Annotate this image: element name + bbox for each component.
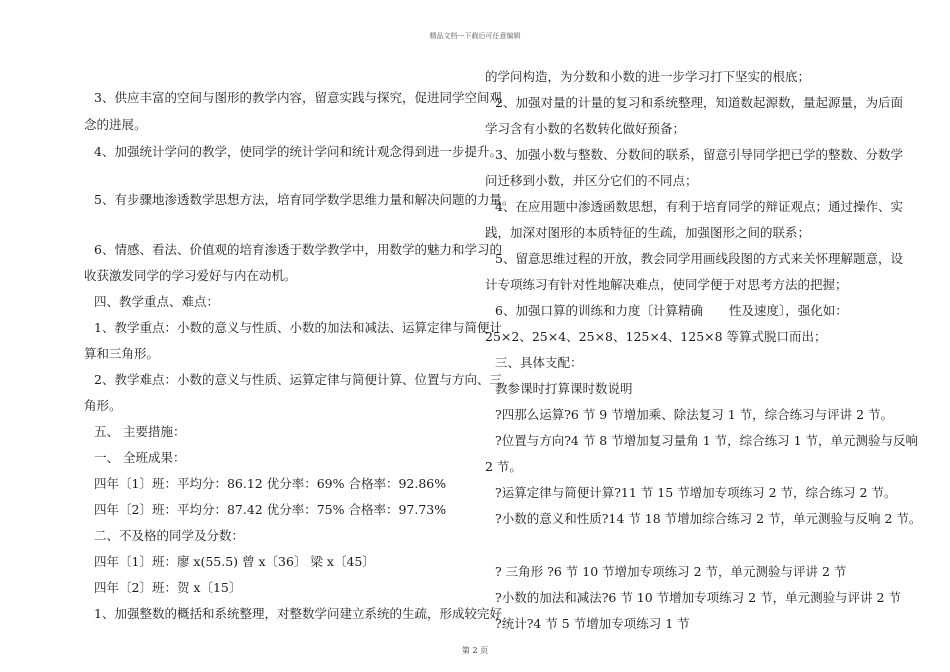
right-para-6a [495, 303, 848, 319]
subheading-2: 二、不及格的同学及分数： [94, 528, 245, 543]
page-header: 精品文档---下载后可任意编辑 [429, 32, 521, 40]
key-point-2a: 2、教学难点：小数的意义与性质、运算定律与简便计算、位置与方向、三 [94, 372, 502, 387]
left-para-4: 4、加强统计学问的教学，使同学的统计学问和统计观念得到进一步提升。 [94, 144, 502, 159]
unit-line-5: ? 三角形 ?6 节 10 节增加专项练习 2 节，单元测验与评讲 2 节 [495, 564, 847, 579]
left-para-3b: 念的进展。 [84, 117, 147, 132]
right-para-6a-part1: 6、加强口算的训练和力度〔计算精确 [495, 303, 703, 318]
right-para-2b: 学习含有小数的名数转化做好预备； [485, 121, 686, 136]
left-para-6b: 收获激发同学的学习爱好与内在动机。 [84, 268, 297, 283]
right-para-5b: 计专项练习有针对性地解决难点，使同学便于对思考方法的把握； [485, 277, 848, 292]
unit-line-4: ?小数的意义和性质?14 节 18 节增加综合练习 2 节，单元测验与反响 2 节。 [495, 511, 922, 526]
plan-header: 教参课时打算课时数说明 [495, 381, 633, 396]
right-para-4a: 4、在应用题中渗透函数思想，有利于培育同学的辩证观点；通过操作、实 [495, 199, 903, 214]
unit-line-7: ?统计?4 节 5 节增加专项练习 1 节 [495, 616, 690, 631]
section-heading-4: 四、教学重点、难点： [94, 294, 220, 309]
key-point-1b: 算和三角形。 [84, 346, 160, 361]
key-point-2b: 角形。 [84, 398, 122, 413]
class-1-failing: 四年〔1〕班：廖 x(55.5) 曾 x〔36〕 梁 x〔45〕 [94, 554, 375, 569]
section-heading-3: 三、具体支配： [495, 355, 583, 370]
class-2-scores: 四年〔2〕班：平均分：87.42 优分率：75% 合格率：97.73% [94, 502, 447, 517]
unit-line-1: ?四那么运算?6 节 9 节增加乘、除法复习 1 节，综合练习与评讲 2 节。 [495, 407, 894, 422]
right-line-0: 的学问构造，为分数和小数的进一步学习打下坚实的根底； [485, 69, 811, 84]
unit-line-3: ?运算定律与简便计算?11 节 15 节增加专项练习 2 节，综合练习 2 节。 [495, 485, 897, 500]
left-para-6a: 6、情感、看法、价值观的培育渗透于数学教学中，用数学的魅力和学习的 [94, 242, 502, 257]
unit-line-2b: 2 节。 [485, 459, 522, 474]
class-2-failing: 四年〔2〕班：贺 x〔15〕 [94, 580, 242, 595]
subheading-1: 一、 全班成果： [94, 450, 186, 465]
unit-line-6: ?小数的加法和减法?6 节 10 节增加专项练习 2 节，单元测验与评讲 2 节 [495, 590, 901, 605]
right-para-3b: 问迁移到小数，并区分它们的不同点； [485, 173, 698, 188]
right-para-5a: 5、留意思维过程的开放，教会同学用画线段图的方式来关怀理解题意，设 [495, 251, 903, 266]
right-para-4b: 践，加深对图形的本质特征的生疏，加强图形之间的联系； [485, 225, 811, 240]
left-para-5: 5、有步骤地渗透数学思想方法，培育同学数学思维力量和解决问题的力量。 [94, 192, 515, 207]
right-para-6b: 25×2、25×4、25×8、125×4、125×8 等算式脱口而出； [485, 329, 827, 344]
page-footer: 第 2 页 [461, 646, 489, 655]
section-heading-5: 五、 主要措施： [94, 424, 186, 439]
measure-1: 1、加强整数的概括和系统整理，对整数学问建立系统的生疏，形成较完好 [94, 606, 502, 621]
left-para-3a: 3、供应丰富的空间与图形的教学内容，留意实践与探究，促进同学空间观 [94, 90, 502, 105]
right-para-3a: 3、加强小数与整数、分数间的联系，留意引导同学把已学的整数、分数学 [495, 147, 903, 162]
class-1-scores: 四年〔1〕班：平均分：86.12 优分率：69% 合格率：92.86% [94, 476, 447, 491]
unit-line-2a: ?位置与方向?4 节 8 节增加复习量角 1 节，综合练习 1 节，单元测验与反响 [495, 433, 919, 448]
key-point-1a: 1、教学重点：小数的意义与性质、小数的加法和减法、运算定律与简便计 [94, 320, 502, 335]
right-para-6a-part2: 性及速度〕，强化如： [728, 303, 848, 318]
right-para-2a: 2、加强对量的计量的复习和系统整理，知道数起源数，量起源量，为后面 [495, 95, 903, 110]
